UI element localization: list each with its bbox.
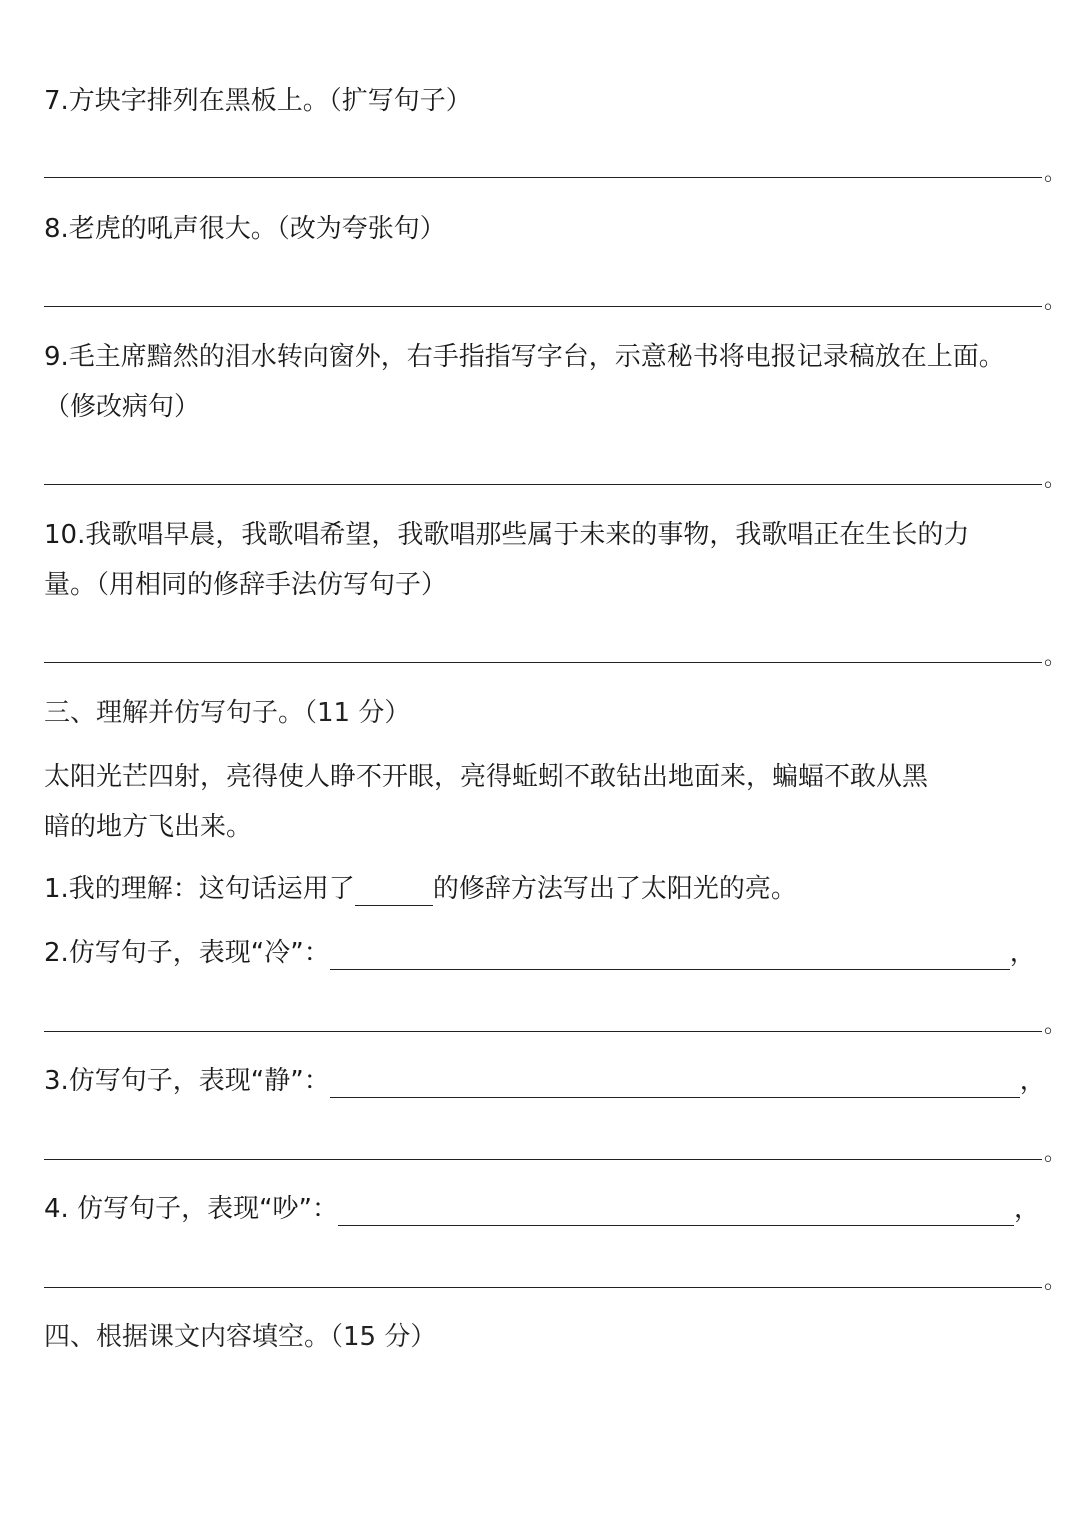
comma-mark: ， (1014, 1194, 1041, 1224)
period-mark: 。 (1044, 161, 1067, 186)
rhetoric-blank[interactable] (355, 879, 433, 906)
passage-line-1: 太阳光芒四射，亮得使人睁不开眼，亮得蚯蚓不敢钻出地面来，蝙蝠不敢从黑 (44, 762, 929, 792)
answer-line-8[interactable] (44, 306, 1042, 307)
item-3-label: 3.仿写句子，表现“静”： (44, 1066, 330, 1096)
question-10-line-2: 量。（用相同的修辞手法仿写句子） (44, 570, 448, 600)
item-4-label: 4. 仿写句子，表现“吵”： (44, 1194, 339, 1224)
answer-line-7[interactable] (44, 177, 1042, 178)
item-4-blank[interactable] (338, 1199, 1014, 1226)
item-1-prefix: 1.我的理解：这句话运用了 (44, 874, 355, 904)
item-3-answer-line[interactable] (44, 1159, 1042, 1160)
question-8: 8.老虎的吼声很大。（改为夸张句） (44, 214, 446, 244)
period-mark: 。 (1044, 289, 1067, 314)
period-mark: 。 (1044, 645, 1067, 670)
answer-line-9[interactable] (44, 484, 1042, 485)
item-2-answer-line[interactable] (44, 1031, 1042, 1032)
section-4-heading: 四、根据课文内容填空。（15 分） (44, 1322, 437, 1352)
item-2 (44, 936, 1036, 970)
period-mark: 。 (1044, 1141, 1067, 1166)
answer-line-10[interactable] (44, 662, 1042, 663)
item-2-label: 2.仿写句子，表现“冷”： (44, 938, 330, 968)
item-3-blank[interactable] (330, 1071, 1020, 1098)
question-9-line-1: 9.毛主席黯然的泪水转向窗外，右手指指写字台，示意秘书将电报记录稿放在上面。 (44, 342, 1005, 372)
passage-line-2: 暗的地方飞出来。 (44, 812, 253, 842)
period-mark: 。 (1044, 467, 1067, 492)
item-3 (44, 1064, 1046, 1098)
comma-mark: ， (1019, 1066, 1046, 1096)
comma-mark: ， (1009, 938, 1036, 968)
item-2-blank[interactable] (330, 943, 1010, 970)
item-4 (44, 1192, 1040, 1226)
period-mark: 。 (1044, 1269, 1067, 1294)
item-1 (44, 872, 797, 906)
item-1-suffix: 的修辞方法写出了太阳光的亮。 (432, 874, 797, 904)
question-7: 7.方块字排列在黑板上。（扩写句子） (44, 86, 472, 116)
period-mark: 。 (1044, 1013, 1067, 1038)
question-9-line-2: （修改病句） (44, 392, 201, 422)
item-4-answer-line[interactable] (44, 1287, 1042, 1288)
question-10-line-1: 10.我歌唱早晨，我歌唱希望，我歌唱那些属于未来的事物，我歌唱正在生长的力 (44, 520, 970, 550)
section-3-heading: 三、理解并仿写句子。（11 分） (44, 698, 411, 728)
